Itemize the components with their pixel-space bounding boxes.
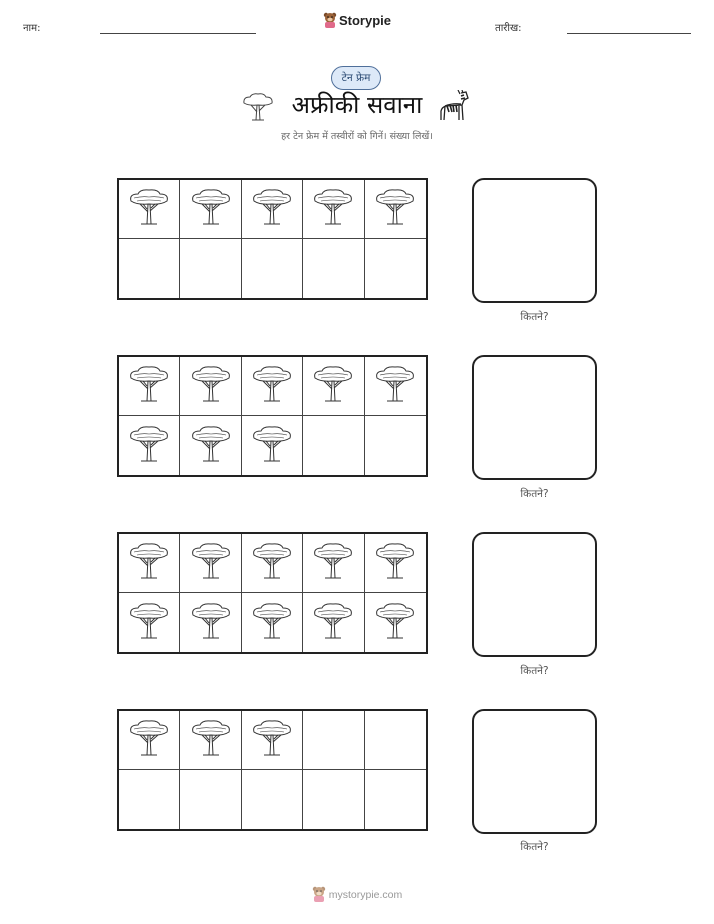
ten-frame-cell bbox=[365, 534, 426, 593]
acacia-tree-icon bbox=[189, 186, 233, 232]
ten-frame-cell bbox=[303, 534, 364, 593]
ten-frame-cell bbox=[119, 770, 180, 829]
ten-frame-cell bbox=[119, 239, 180, 298]
name-label: नाम: bbox=[23, 23, 41, 34]
ten-frame-cell bbox=[119, 711, 180, 770]
how-many-label-4: कितने? bbox=[520, 841, 549, 853]
ten-frame-cell bbox=[119, 593, 180, 652]
ten-frame-cell bbox=[303, 357, 364, 416]
worksheet-instructions: हर टेन फ्रेम में तस्वीरों को गिनें। संख्या लिखें। bbox=[281, 131, 433, 142]
acacia-tree-icon bbox=[189, 600, 233, 646]
how-many-label-1: कितने? bbox=[520, 311, 549, 323]
name-field-line[interactable] bbox=[100, 33, 256, 34]
ten-frame-1 bbox=[117, 178, 428, 300]
ten-frame-cell bbox=[180, 770, 241, 829]
answer-box-3[interactable] bbox=[472, 532, 597, 657]
acacia-tree-icon bbox=[373, 363, 417, 409]
acacia-tree-icon bbox=[189, 540, 233, 586]
ten-frame-cell bbox=[242, 416, 303, 475]
acacia-tree-icon bbox=[127, 540, 171, 586]
acacia-tree-icon bbox=[311, 540, 355, 586]
brand-name: Storypie bbox=[338, 13, 391, 28]
acacia-tree-icon bbox=[127, 423, 171, 469]
ten-frame-cell bbox=[242, 593, 303, 652]
ten-frame-cell bbox=[180, 711, 241, 770]
footer-site: mystorypie.com bbox=[328, 889, 403, 901]
ten-frame-cell bbox=[365, 593, 426, 652]
zebra-icon bbox=[437, 90, 471, 126]
ten-frame-4 bbox=[117, 709, 428, 831]
brand-header bbox=[0, 12, 714, 28]
ten-frame-cell bbox=[365, 770, 426, 829]
ten-frame-2 bbox=[117, 355, 428, 477]
worksheet-tag: टेन फ्रेम bbox=[331, 66, 381, 90]
answer-box-1[interactable] bbox=[472, 178, 597, 303]
ten-frame-cell bbox=[303, 180, 364, 239]
acacia-tree-icon bbox=[250, 540, 294, 586]
date-label: तारीख: bbox=[495, 23, 522, 34]
acacia-tree-icon bbox=[127, 717, 171, 763]
answer-box-4[interactable] bbox=[472, 709, 597, 834]
ten-frame-cell bbox=[242, 770, 303, 829]
ten-frame-cell bbox=[365, 357, 426, 416]
ten-frame-cell bbox=[119, 357, 180, 416]
acacia-tree-icon bbox=[127, 186, 171, 232]
acacia-tree-icon bbox=[127, 363, 171, 409]
ten-frame-cell bbox=[119, 416, 180, 475]
ten-frame-cell bbox=[180, 534, 241, 593]
acacia-tree-icon bbox=[250, 186, 294, 232]
ten-frame-cell bbox=[303, 416, 364, 475]
worksheet-title: अफ्रीकी सवाना bbox=[291, 91, 423, 119]
ten-frame-cell bbox=[303, 711, 364, 770]
ten-frame-cell bbox=[119, 180, 180, 239]
acacia-tree-icon bbox=[250, 717, 294, 763]
ten-frame-cell bbox=[119, 534, 180, 593]
ten-frame-cell bbox=[180, 180, 241, 239]
ten-frame-cell bbox=[180, 239, 241, 298]
storypie-logo-icon bbox=[312, 886, 326, 902]
ten-frame-cell bbox=[365, 711, 426, 770]
acacia-tree-icon bbox=[189, 717, 233, 763]
acacia-tree-icon bbox=[189, 423, 233, 469]
ten-frame-cell bbox=[242, 180, 303, 239]
ten-frame-cell bbox=[242, 357, 303, 416]
ten-frame-cell bbox=[180, 357, 241, 416]
ten-frame-cell bbox=[242, 534, 303, 593]
how-many-label-3: कितने? bbox=[520, 665, 549, 677]
ten-frame-cell bbox=[365, 239, 426, 298]
answer-box-2[interactable] bbox=[472, 355, 597, 480]
ten-frame-cell bbox=[303, 770, 364, 829]
date-field-line[interactable] bbox=[567, 33, 691, 34]
acacia-tree-icon bbox=[311, 363, 355, 409]
acacia-tree-icon bbox=[373, 186, 417, 232]
acacia-tree-icon bbox=[250, 600, 294, 646]
storypie-logo-icon bbox=[323, 12, 337, 28]
ten-frame-cell bbox=[242, 711, 303, 770]
ten-frame-cell bbox=[365, 180, 426, 239]
acacia-tree-icon bbox=[189, 363, 233, 409]
ten-frame-cell bbox=[242, 239, 303, 298]
ten-frame-cell bbox=[303, 239, 364, 298]
acacia-tree-icon bbox=[311, 600, 355, 646]
acacia-tree-icon bbox=[250, 363, 294, 409]
ten-frame-cell bbox=[303, 593, 364, 652]
how-many-label-2: कितने? bbox=[520, 488, 549, 500]
acacia-tree-icon bbox=[127, 600, 171, 646]
ten-frame-cell bbox=[180, 593, 241, 652]
acacia-tree-icon bbox=[250, 423, 294, 469]
ten-frame-cell bbox=[365, 416, 426, 475]
footer bbox=[0, 886, 714, 902]
ten-frame-cell bbox=[180, 416, 241, 475]
acacia-tree-icon bbox=[373, 600, 417, 646]
acacia-tree-icon bbox=[373, 540, 417, 586]
ten-frame-3 bbox=[117, 532, 428, 654]
acacia-tree-icon bbox=[311, 186, 355, 232]
